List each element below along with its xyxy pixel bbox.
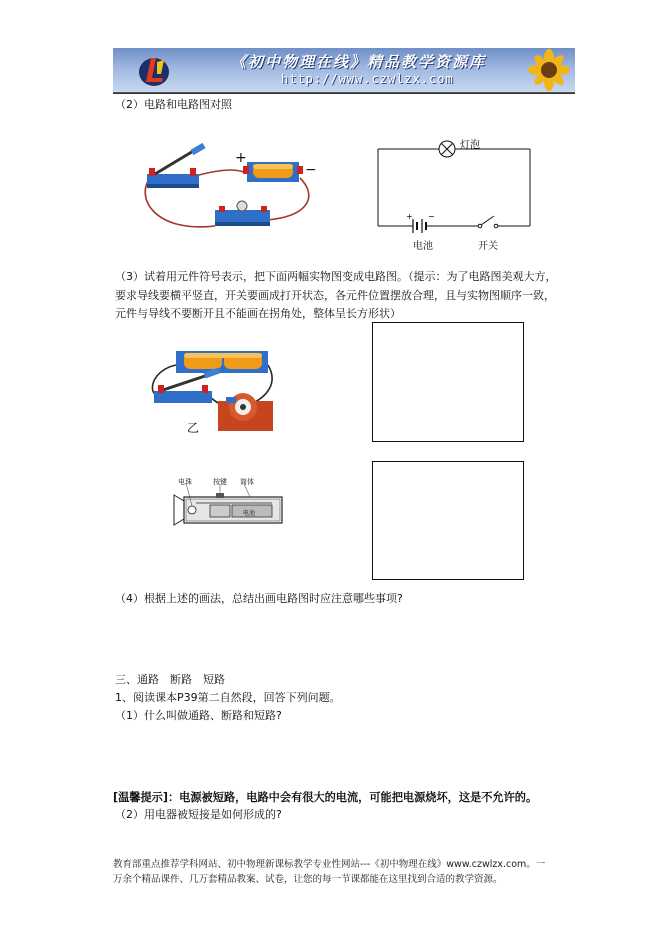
section-2-heading: （2）电路和电路图对照 — [115, 98, 232, 111]
schematic-circuit-diagram — [375, 133, 535, 253]
battery-minus-sign: − — [305, 162, 317, 178]
banner-url: http://www.czwlzx.com — [281, 72, 454, 86]
warm-tip: [温馨提示]：电源被短路，电路中会有很大的电流，可能把电源烧坏，这是不允许的。 — [113, 791, 538, 804]
flashlight-label-bulb: 电珠 — [178, 478, 192, 486]
part-3-question-1: 1、阅读课本P39第二自然段，回答下列问题。 — [115, 691, 341, 704]
section-4-question: （4）根据上述的画法，总结出画电路图时应注意哪些事项? — [115, 592, 403, 605]
photo-1-caption: 乙 — [187, 421, 200, 435]
header-banner — [113, 48, 575, 93]
part-3-question-1-2: （2）用电器被短接是如何形成的? — [115, 808, 282, 821]
battery-label: 电池 — [413, 241, 433, 252]
physical-circuit-photo-2 — [148, 345, 280, 435]
lamp-symbol-icon — [439, 141, 455, 157]
section-3-instructions: （3）试着用元件符号表示，把下面两幅实物图变成电路图。（提示：为了电路图美观大方，要求导线要横平竖直，开关要画成打开状态，各元件位置摆放合理，且与实物图顺序一致，元件与导线不要断开且不能画在拐角处，整体呈长方形状） — [115, 270, 557, 320]
logo-icon — [137, 52, 171, 88]
battery-plus-sign: + — [235, 150, 247, 166]
battery-symbol-icon — [406, 212, 435, 233]
flashlight-label-body: 筒体 — [240, 478, 254, 486]
part-3-heading: 三、通路 断路 短路 — [115, 673, 225, 686]
lamp-label: 灯泡 — [460, 140, 480, 151]
svg-text:+: + — [406, 212, 413, 221]
switch-label: 开关 — [478, 241, 498, 252]
banner-title: 《初中物理在线》精品教学资源库 — [231, 53, 487, 71]
answer-box-2[interactable] — [372, 461, 524, 580]
answer-box-1[interactable] — [372, 322, 524, 442]
footer-line-1: 教育部重点推荐学科网站、初中物理新课标教学专业性网站---《初中物理在线》www.czwlzx.com。一 — [113, 859, 546, 870]
switch-symbol-icon — [478, 216, 498, 228]
svg-text:−: − — [428, 212, 435, 221]
header-rule — [113, 93, 575, 94]
flashlight-label-button: 按键 — [213, 478, 227, 486]
footer-line-2: 万余个精品课件、几万套精品教案、试卷，让您的每一节课都能在这里找到合适的教学资源。 — [113, 874, 503, 885]
sunflower-icon — [513, 48, 573, 92]
physical-circuit-photo — [135, 138, 320, 238]
part-3-question-1-1: （1）什么叫做通路、断路和短路? — [115, 709, 282, 722]
flashlight-label-battery: 电池 — [243, 510, 256, 517]
